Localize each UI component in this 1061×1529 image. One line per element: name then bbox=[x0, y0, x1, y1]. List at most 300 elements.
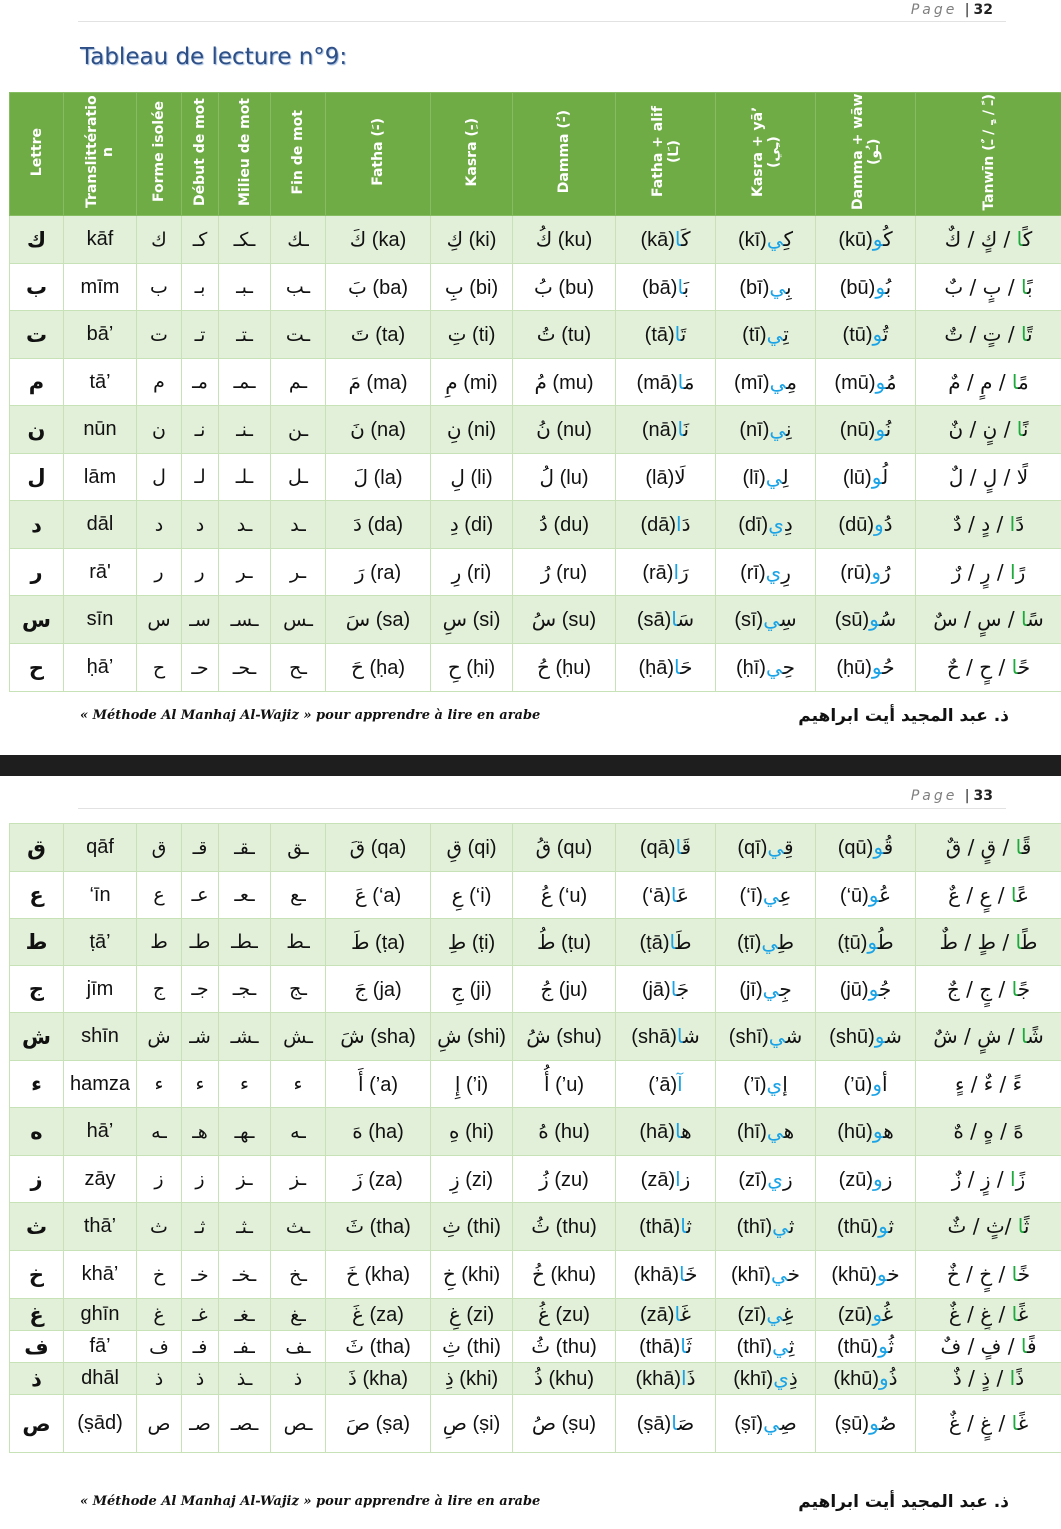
latin-syllable: (shu) bbox=[556, 1026, 602, 1048]
latin-syllable: (mu) bbox=[552, 371, 594, 394]
header-kasra-ya: Kasra + yā’ (ـِي) bbox=[716, 93, 816, 216]
table-row bbox=[10, 919, 1061, 966]
damma-cell bbox=[513, 596, 616, 644]
latin-syllable: (jī) bbox=[739, 978, 763, 1001]
table-row bbox=[10, 549, 1061, 596]
long-vowel-letter: ا bbox=[670, 976, 677, 1001]
medial-form-cell: ـثـ bbox=[219, 1203, 271, 1251]
header-forme-isolee: Forme isolée bbox=[137, 93, 182, 216]
isolated-form-cell: ن bbox=[137, 406, 182, 454]
final-form-cell: ـت bbox=[271, 311, 326, 359]
latin-syllable: (lā) bbox=[645, 466, 675, 489]
letter-cell: ص bbox=[10, 1395, 64, 1453]
kasra-ya-cell bbox=[716, 1395, 816, 1453]
latin-syllable: (ḥī) bbox=[735, 657, 766, 679]
damma-waw-cell bbox=[816, 406, 916, 454]
latin-syllable: (sū) bbox=[834, 609, 870, 631]
damma-waw-cell bbox=[816, 824, 916, 872]
arabic-syllable: زُ bbox=[539, 1166, 549, 1191]
fatha-alif-cell bbox=[616, 966, 716, 1013]
long-vowel-letter: ي bbox=[766, 1119, 784, 1143]
kasra-ya-cell bbox=[716, 1299, 816, 1331]
fatha-cell bbox=[326, 1108, 431, 1156]
latin-syllable: (li) bbox=[470, 466, 493, 489]
table-row bbox=[10, 1251, 1061, 1299]
latin-syllable: (‘ā) bbox=[642, 884, 671, 907]
damma-cell bbox=[513, 311, 616, 359]
initial-form-cell: مـ bbox=[182, 359, 219, 406]
arabic-syllable: تَا bbox=[674, 322, 687, 346]
damma-cell bbox=[513, 264, 616, 311]
arabic-syllable: خُ bbox=[531, 1262, 545, 1286]
tanwin-alif: ا bbox=[1016, 227, 1023, 251]
transliteration-cell: kāf bbox=[64, 216, 137, 264]
tanwin-forms: فًا / فٍ / فٌ bbox=[940, 1334, 1037, 1358]
latin-syllable: (sha) bbox=[370, 1026, 416, 1048]
tanwin-cell bbox=[916, 1156, 1061, 1203]
long-vowel-letter: ي bbox=[766, 1071, 783, 1096]
long-vowel-letter: و bbox=[871, 559, 882, 584]
transliteration-cell: lām bbox=[64, 454, 137, 501]
kasra-ya-cell bbox=[716, 501, 816, 549]
header-kasra: Kasra (-ِ) bbox=[431, 93, 513, 216]
latin-syllable: (khu) bbox=[550, 1264, 597, 1286]
latin-syllable: (ḥi) bbox=[466, 657, 496, 679]
initial-form-cell: ذ bbox=[182, 1363, 219, 1395]
arabic-syllable: كُ bbox=[535, 227, 553, 251]
letter-cell: ز bbox=[10, 1156, 64, 1203]
latin-syllable: (khi) bbox=[459, 1368, 499, 1390]
tanwin-cell bbox=[916, 919, 1061, 966]
transliteration-cell: dhāl bbox=[64, 1363, 137, 1395]
arabic-syllable: تَ bbox=[350, 322, 370, 346]
isolated-form-cell: ب bbox=[137, 264, 182, 311]
kasra-ya-cell bbox=[716, 872, 816, 919]
initial-form-cell: بـ bbox=[182, 264, 219, 311]
kasra-ya-cell bbox=[716, 406, 816, 454]
arabic-syllable: شي bbox=[768, 1024, 803, 1048]
arabic-syllable: جِي bbox=[762, 976, 792, 1001]
header-lettre: Lettre bbox=[10, 93, 64, 216]
latin-syllable: (qi) bbox=[467, 837, 497, 859]
latin-syllable: (ṣū) bbox=[834, 1413, 870, 1435]
damma-waw-cell bbox=[816, 1156, 916, 1203]
arabic-syllable: سُ bbox=[531, 607, 557, 631]
latin-syllable: (’i) bbox=[465, 1073, 489, 1096]
tanwin-cell bbox=[916, 406, 1061, 454]
latin-syllable: (zu) bbox=[554, 1168, 589, 1191]
kasra-cell bbox=[431, 596, 513, 644]
header-damma: Damma (-ُ) bbox=[513, 93, 616, 216]
arabic-syllable: أو bbox=[872, 1071, 888, 1096]
kasra-cell bbox=[431, 1395, 513, 1453]
transliteration-cell: nūn bbox=[64, 406, 137, 454]
arabic-syllable: طَا bbox=[669, 929, 692, 954]
long-vowel-letter: ي bbox=[772, 1334, 789, 1358]
arabic-syllable: تِي bbox=[766, 322, 789, 346]
final-form-cell: ـث bbox=[271, 1203, 326, 1251]
table-row bbox=[10, 311, 1061, 359]
isolated-form-cell: ذ bbox=[137, 1363, 182, 1395]
latin-syllable: (‘u) bbox=[558, 884, 588, 907]
fatha-alif-cell bbox=[616, 824, 716, 872]
isolated-form-cell: ز bbox=[137, 1156, 182, 1203]
medial-form-cell: ـسـ bbox=[219, 596, 271, 644]
fatha-alif-cell bbox=[616, 1203, 716, 1251]
long-vowel-letter: ي bbox=[768, 1024, 786, 1048]
kasra-cell bbox=[431, 966, 513, 1013]
arabic-syllable: كُو bbox=[872, 227, 893, 251]
table-row bbox=[10, 359, 1061, 406]
long-vowel-letter: و bbox=[873, 835, 884, 859]
tanwin-alif: ا bbox=[1011, 1411, 1018, 1435]
arabic-syllable: نُو bbox=[875, 417, 892, 441]
latin-syllable: (’ī) bbox=[743, 1073, 767, 1096]
damma-waw-cell bbox=[816, 1331, 916, 1363]
final-form-cell: ـل bbox=[271, 454, 326, 501]
fatha-alif-cell bbox=[616, 1299, 716, 1331]
latin-syllable: (di) bbox=[464, 514, 494, 536]
fatha-alif-cell bbox=[616, 1156, 716, 1203]
kasra-cell bbox=[431, 406, 513, 454]
latin-syllable: (ṭū) bbox=[837, 931, 868, 954]
damma-cell bbox=[513, 359, 616, 406]
damma-waw-cell bbox=[816, 1108, 916, 1156]
isolated-form-cell: ف bbox=[137, 1331, 182, 1363]
long-vowel-letter: ا bbox=[669, 929, 676, 954]
fatha-alif-cell bbox=[616, 644, 716, 692]
damma-waw-cell bbox=[816, 1299, 916, 1331]
arabic-syllable: تُ bbox=[536, 322, 556, 346]
kasra-cell bbox=[431, 872, 513, 919]
kasra-ya-cell bbox=[716, 644, 816, 692]
initial-form-cell: حـ bbox=[182, 644, 219, 692]
medial-form-cell: ـهـ bbox=[219, 1108, 271, 1156]
damma-waw-cell bbox=[816, 501, 916, 549]
latin-syllable: (ṣā) bbox=[636, 1413, 672, 1435]
medial-form-cell: ـطـ bbox=[219, 919, 271, 966]
transliteration-cell: khā’ bbox=[64, 1251, 137, 1299]
tanwin-cell bbox=[916, 1363, 1061, 1395]
table-row bbox=[10, 1061, 1061, 1108]
isolated-form-cell: خ bbox=[137, 1251, 182, 1299]
initial-form-cell: خـ bbox=[182, 1251, 219, 1299]
latin-syllable: (ra) bbox=[370, 561, 402, 584]
latin-syllable: (zī) bbox=[737, 1304, 767, 1326]
reading-table-9 bbox=[9, 92, 1061, 692]
final-form-cell: ـن bbox=[271, 406, 326, 454]
damma-cell bbox=[513, 1363, 616, 1395]
damma-waw-cell bbox=[816, 311, 916, 359]
arabic-syllable: حِ bbox=[447, 655, 461, 679]
table-row bbox=[10, 1108, 1061, 1156]
latin-syllable: (rī) bbox=[740, 561, 766, 584]
latin-syllable: (shā) bbox=[631, 1026, 677, 1048]
kasra-cell bbox=[431, 1061, 513, 1108]
arabic-syllable: طَ bbox=[350, 929, 370, 954]
long-vowel-letter: ي bbox=[765, 655, 783, 679]
damma-waw-cell bbox=[816, 359, 916, 406]
arabic-syllable: ذَا bbox=[681, 1366, 696, 1390]
fatha-alif-cell bbox=[616, 501, 716, 549]
long-vowel-letter: ا bbox=[674, 322, 681, 346]
letter-cell: ش bbox=[10, 1013, 64, 1061]
arabic-syllable: عَا bbox=[670, 882, 689, 907]
isolated-form-cell: ص bbox=[137, 1395, 182, 1453]
tanwin-forms: سًا / سٍ / سٌ bbox=[933, 607, 1044, 631]
damma-cell bbox=[513, 216, 616, 264]
arabic-syllable: ثَ bbox=[345, 1334, 365, 1358]
long-vowel-letter: و bbox=[872, 322, 883, 346]
damma-cell bbox=[513, 501, 616, 549]
arabic-syllable: رَا bbox=[673, 559, 689, 584]
tanwin-alif: ا bbox=[1020, 322, 1028, 346]
transliteration-cell: dāl bbox=[64, 501, 137, 549]
fatha-cell bbox=[326, 1395, 431, 1453]
long-vowel-letter: ي bbox=[766, 227, 784, 251]
kasra-ya-cell bbox=[716, 1331, 816, 1363]
letter-cell: ك bbox=[10, 216, 64, 264]
tanwin-alif: ا bbox=[1020, 607, 1028, 631]
arabic-syllable: إي bbox=[766, 1071, 788, 1096]
arabic-syllable: ثِي bbox=[772, 1334, 795, 1358]
fatha-alif-cell bbox=[616, 872, 716, 919]
arabic-syllable: طِ bbox=[447, 929, 467, 954]
latin-syllable: (su) bbox=[561, 609, 597, 631]
latin-syllable: (thi) bbox=[466, 1336, 501, 1358]
table-row bbox=[10, 1013, 1061, 1061]
kasra-cell bbox=[431, 919, 513, 966]
latin-syllable: (bā) bbox=[641, 276, 678, 299]
latin-syllable: (lī) bbox=[742, 466, 766, 489]
arabic-syllable: سِي bbox=[763, 607, 797, 631]
latin-syllable: (ta) bbox=[375, 324, 406, 346]
page-number-label: Page | 33 bbox=[910, 788, 993, 804]
isolated-form-cell: ق bbox=[137, 824, 182, 872]
arabic-syllable: كَا bbox=[674, 227, 691, 251]
latin-syllable: (dū) bbox=[838, 514, 874, 536]
kasra-cell bbox=[431, 1299, 513, 1331]
fatha-alif-cell bbox=[616, 1061, 716, 1108]
kasra-ya-cell bbox=[716, 1251, 816, 1299]
latin-syllable: (tā) bbox=[644, 324, 675, 346]
damma-cell bbox=[513, 919, 616, 966]
latin-syllable: (thā) bbox=[639, 1216, 681, 1238]
tanwin-forms: غًا / غٍ / غٌ bbox=[948, 1411, 1029, 1435]
transliteration-cell: (ṣād) bbox=[64, 1395, 137, 1453]
latin-syllable: (khā) bbox=[633, 1264, 680, 1286]
long-vowel-letter: ا bbox=[674, 1119, 682, 1143]
page-footer bbox=[0, 1492, 1061, 1522]
kasra-cell bbox=[431, 1156, 513, 1203]
arabic-syllable: شِ bbox=[437, 1024, 462, 1048]
long-vowel-letter: ا bbox=[671, 607, 678, 631]
arabic-syllable: عُو bbox=[868, 882, 892, 907]
latin-syllable: (tī) bbox=[742, 324, 767, 346]
damma-waw-cell bbox=[816, 1363, 916, 1395]
letter-cell: س bbox=[10, 596, 64, 644]
kasra-cell bbox=[431, 1251, 513, 1299]
long-vowel-letter: ا bbox=[676, 1024, 683, 1048]
latin-syllable: (hū) bbox=[837, 1121, 873, 1143]
latin-syllable: (zī) bbox=[738, 1168, 768, 1191]
letter-cell: ر bbox=[10, 549, 64, 596]
tanwin-forms: تًا / تٍ / تٌ bbox=[944, 322, 1033, 346]
kasra-cell bbox=[431, 311, 513, 359]
damma-cell bbox=[513, 824, 616, 872]
medial-form-cell: ـنـ bbox=[219, 406, 271, 454]
latin-syllable: (mā) bbox=[636, 371, 678, 394]
latin-syllable: (khū) bbox=[831, 1264, 877, 1286]
latin-syllable: (khī) bbox=[733, 1368, 774, 1390]
final-form-cell: ـق bbox=[271, 824, 326, 872]
arabic-syllable: طِي bbox=[761, 929, 795, 954]
tanwin-forms: زًا / زٍ / زٌ bbox=[951, 1166, 1026, 1191]
long-vowel-letter: و bbox=[876, 1262, 888, 1286]
arabic-syllable: بَا bbox=[677, 274, 690, 299]
tanwin-forms: بًا / بٍ / بٌ bbox=[944, 274, 1033, 299]
medial-form-cell: ـمـ bbox=[219, 359, 271, 406]
kasra-ya-cell bbox=[716, 919, 816, 966]
latin-syllable: (da) bbox=[367, 514, 404, 536]
final-form-cell: ـك bbox=[271, 216, 326, 264]
fatha-cell bbox=[326, 1299, 431, 1331]
fatha-cell bbox=[326, 919, 431, 966]
long-vowel-letter: ا bbox=[677, 274, 684, 299]
fatha-cell bbox=[326, 644, 431, 692]
arabic-syllable: ذُ bbox=[533, 1366, 543, 1390]
table-row bbox=[10, 824, 1061, 872]
tanwin-forms: دًا / دٍ / دٌ bbox=[952, 512, 1025, 536]
latin-syllable: (nī) bbox=[739, 419, 770, 441]
latin-syllable: (ṭī) bbox=[736, 931, 762, 954]
latin-syllable: (ti) bbox=[472, 324, 496, 346]
arabic-syllable: لَا bbox=[674, 464, 686, 489]
kasra-cell bbox=[431, 1363, 513, 1395]
long-vowel-letter: و bbox=[878, 1334, 889, 1358]
long-vowel-letter: و bbox=[869, 1411, 880, 1435]
arabic-syllable: ذَ bbox=[347, 1366, 357, 1390]
latin-syllable: (kī) bbox=[737, 229, 767, 251]
arabic-syllable: طُ bbox=[536, 929, 556, 954]
fatha-alif-cell bbox=[616, 216, 716, 264]
damma-cell bbox=[513, 549, 616, 596]
tanwin-cell bbox=[916, 1061, 1061, 1108]
letter-cell: ط bbox=[10, 919, 64, 966]
kasra-cell bbox=[431, 644, 513, 692]
letter-cell: غ bbox=[10, 1299, 64, 1331]
arabic-syllable: نِ bbox=[446, 417, 462, 441]
tanwin-forms: شًا / شٍ / شٌ bbox=[933, 1024, 1044, 1048]
long-vowel-letter: ا bbox=[670, 882, 678, 907]
latin-syllable: (qu) bbox=[556, 837, 593, 859]
arabic-syllable: غُ bbox=[538, 1302, 550, 1326]
tanwin-forms: خًا / خٍ / خٌ bbox=[946, 1262, 1031, 1286]
long-vowel-letter: و bbox=[874, 1024, 886, 1048]
latin-syllable: (lu) bbox=[559, 466, 589, 489]
arabic-syllable: هَ bbox=[352, 1119, 363, 1143]
table-row bbox=[10, 1203, 1061, 1251]
arabic-syllable: قِي bbox=[767, 835, 794, 859]
arabic-syllable: سَ bbox=[345, 607, 371, 631]
arabic-syllable: جُو bbox=[868, 976, 892, 1001]
page-footer bbox=[0, 706, 1061, 736]
long-vowel-letter: ا bbox=[674, 227, 681, 251]
arabic-syllable: زِ bbox=[450, 1166, 460, 1191]
kasra-cell bbox=[431, 1331, 513, 1363]
letter-cell: ع bbox=[10, 872, 64, 919]
transliteration-cell: qāf bbox=[64, 824, 137, 872]
table-row bbox=[10, 501, 1061, 549]
latin-syllable: (qī) bbox=[737, 837, 768, 859]
latin-syllable: (qā) bbox=[639, 837, 676, 859]
latin-syllable: (kha) bbox=[364, 1264, 411, 1286]
initial-form-cell: كـ bbox=[182, 216, 219, 264]
arabic-syllable: هِ bbox=[449, 1119, 460, 1143]
long-vowel-letter: ي bbox=[769, 417, 787, 441]
header-damma-waw: Damma + wāw (ـُو) bbox=[816, 93, 916, 216]
long-vowel-letter: آ bbox=[677, 1071, 683, 1096]
arabic-syllable: لُ bbox=[539, 464, 555, 489]
page-title: Tableau de lecture n°9: bbox=[80, 44, 348, 70]
arabic-syllable: صَ bbox=[345, 1411, 371, 1435]
medial-form-cell: ـحـ bbox=[219, 644, 271, 692]
isolated-form-cell: ك bbox=[137, 216, 182, 264]
isolated-form-cell: ر bbox=[137, 549, 182, 596]
arabic-syllable: بَ bbox=[348, 274, 367, 299]
latin-syllable: (zu) bbox=[555, 1304, 590, 1326]
latin-syllable: (ṭu) bbox=[561, 931, 592, 954]
arabic-syllable: هي bbox=[766, 1119, 795, 1143]
letter-cell: ح bbox=[10, 644, 64, 692]
latin-syllable: (tū) bbox=[842, 324, 873, 346]
tanwin-forms: قًا / قٍ / قٌ bbox=[945, 835, 1032, 859]
tanwin-forms: رًا / رٍ / رٌ bbox=[951, 559, 1026, 584]
long-vowel-letter: ا bbox=[677, 417, 684, 441]
letter-cell: ل bbox=[10, 454, 64, 501]
reading-table-9-continued bbox=[9, 823, 1061, 1453]
long-vowel-letter: ي bbox=[762, 976, 780, 1001]
latin-syllable: (zū) bbox=[837, 1304, 873, 1326]
latin-syllable: (ha) bbox=[368, 1121, 404, 1143]
medial-form-cell: ـشـ bbox=[219, 1013, 271, 1061]
tanwin-cell bbox=[916, 1395, 1061, 1453]
arabic-syllable: سُو bbox=[869, 607, 897, 631]
arabic-syllable: صِي bbox=[763, 1411, 797, 1435]
fatha-cell bbox=[326, 1156, 431, 1203]
long-vowel-letter: ي bbox=[766, 1302, 784, 1326]
damma-waw-cell bbox=[816, 1061, 916, 1108]
damma-cell bbox=[513, 872, 616, 919]
tanwin-alif: ا bbox=[1020, 1334, 1027, 1358]
damma-waw-cell bbox=[816, 549, 916, 596]
table-body bbox=[10, 824, 1061, 1453]
latin-syllable: (’ā) bbox=[648, 1073, 678, 1096]
initial-form-cell: طـ bbox=[182, 919, 219, 966]
long-vowel-letter: ي bbox=[772, 1214, 789, 1238]
medial-form-cell: ـفـ bbox=[219, 1331, 271, 1363]
arabic-syllable: كَ bbox=[349, 227, 367, 251]
long-vowel-letter: و bbox=[872, 1071, 882, 1096]
fatha-cell bbox=[326, 454, 431, 501]
final-form-cell: ـر bbox=[271, 549, 326, 596]
transliteration-cell: jīm bbox=[64, 966, 137, 1013]
initial-form-cell: د bbox=[182, 501, 219, 549]
tanwin-cell bbox=[916, 264, 1061, 311]
medial-form-cell: ء bbox=[219, 1061, 271, 1108]
damma-waw-cell bbox=[816, 1203, 916, 1251]
arabic-syllable: رُو bbox=[871, 559, 891, 584]
